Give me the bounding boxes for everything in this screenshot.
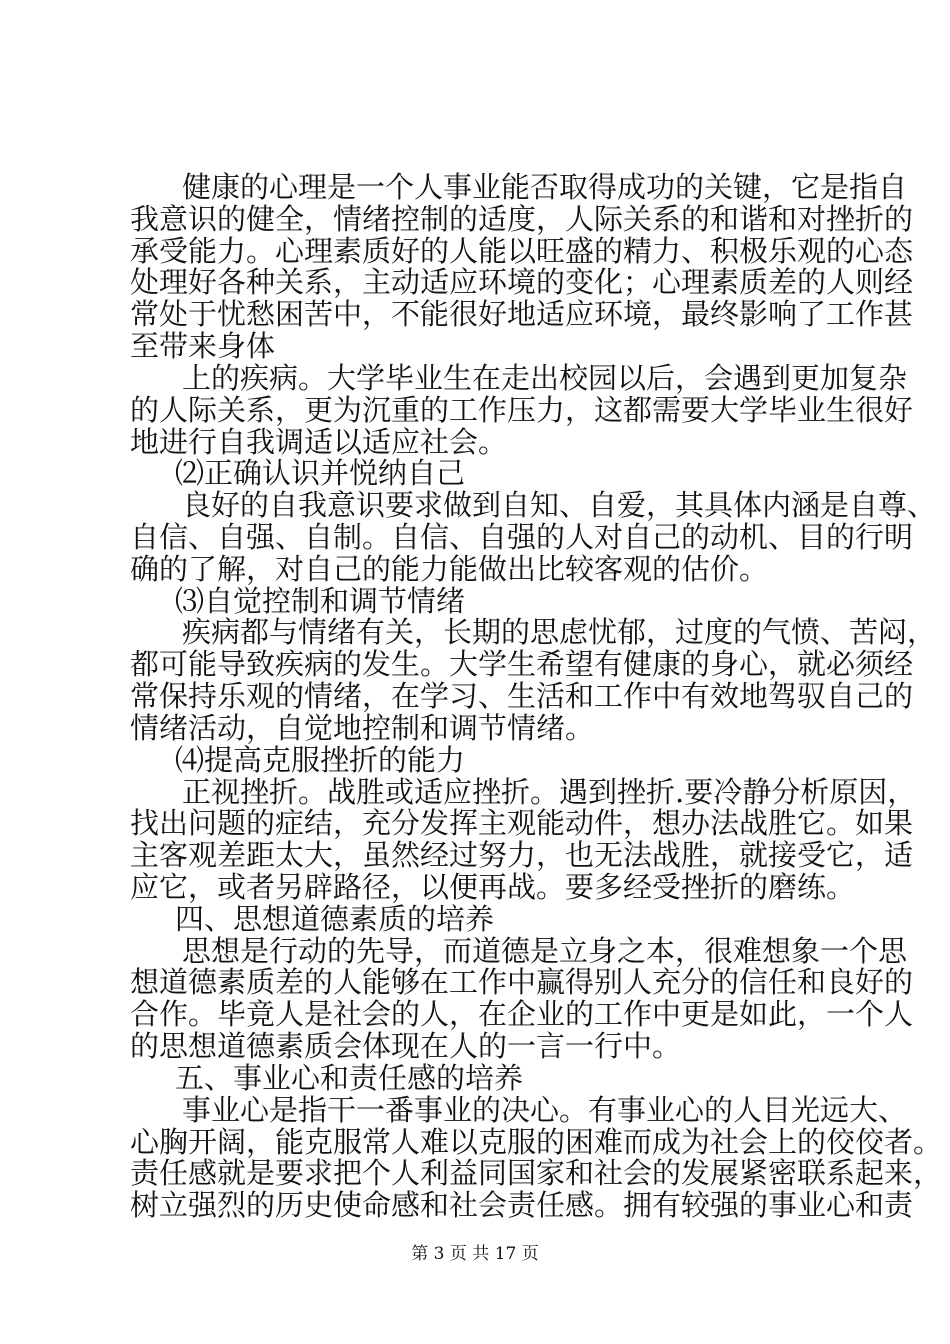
body-line: 情绪活动，自觉地控制和调节情绪。: [130, 710, 595, 745]
body-line: 处理好各种关系，主动适应环境的变化；心理素质差的人则经: [130, 265, 914, 300]
body-line: 常处于忧愁困苦中，不能很好地适应环境，最终影响了工作甚: [130, 297, 914, 332]
body-line: 地进行自我调适以适应社会。: [130, 424, 508, 459]
body-line: 正视挫折。战胜或适应挫折。遇到挫折.要冷静分析原因，: [182, 774, 917, 809]
page-number-footer: 第 3 页 共 17 页: [411, 1244, 539, 1264]
body-line: 事业心是指干一番事业的决心。有事业心的人目光远大、: [182, 1092, 908, 1127]
body-line: 健康的心理是一个人事业能否取得成功的关键，它是指自: [182, 170, 908, 204]
body-line: 应它，或者另辟路径，以便再战。要多经受挫折的磨练。: [130, 870, 856, 904]
body-line: 心胸开阔，能克服常人难以克服的困难而成为社会上的佼佼者。: [130, 1124, 943, 1159]
body-line: 的人际关系，更为沉重的工作压力，这都需要大学毕业生很好: [130, 392, 914, 427]
body-line: 承受能力。心理素质好的人能以旺盛的精力、积极乐观的心态: [130, 233, 914, 268]
body-line: 思想是行动的先导，而道德是立身之本，很难想象一个思: [182, 933, 908, 968]
section-heading: ⑶自觉控制和调节情绪: [175, 583, 466, 618]
body-line: 确的了解，对自己的能力能做出比较客观的估价。: [130, 551, 769, 586]
section-heading: ⑷提高克服挫折的能力: [175, 742, 466, 777]
body-line: 我意识的健全，情绪控制的适度，人际关系的和谐和对挫折的: [130, 201, 914, 236]
body-line: 主客观差距太大，虽然经过努力，也无法战胜，就接受它，适: [130, 838, 914, 873]
body-line: 自信、自强、自制。自信、自强的人对自己的动机、目的行明: [130, 520, 914, 554]
body-line: 常保持乐观的情绪，在学习、生活和工作中有效地驾驭自己的: [130, 679, 914, 714]
body-line: 上的疾病。大学毕业生在走出校园以后，会遇到更加复杂: [182, 360, 908, 395]
body-line: 良好的自我意识要求做到自知、自爱，其具体内涵是自尊、: [182, 488, 937, 523]
body-line: 疾病都与情绪有关，长期的思虑忧郁，过度的气愤、苦闷，: [182, 615, 937, 650]
body-line: 合作。毕竟人是社会的人，在企业的工作中更是如此，一个人: [130, 997, 914, 1032]
body-line: 责任感就是要求把个人利益同国家和社会的发展紧密联系起来，: [130, 1156, 943, 1191]
body-line: 都可能导致疾病的发生。大学生希望有健康的身心，就必须经: [130, 647, 914, 682]
section-heading: 四、思想道德素质的培养: [175, 901, 495, 936]
body-line: 的思想道德素质会体现在人的一言一行中。: [130, 1029, 682, 1064]
section-heading: 五、事业心和责任感的培养: [175, 1060, 524, 1095]
body-line: 想道德素质差的人能够在工作中赢得别人充分的信任和良好的: [130, 965, 914, 1000]
body-line: 至带来身体: [130, 329, 276, 364]
body-line: 找出问题的症结，充分发挥主观能动件，想办法战胜它。如果: [130, 806, 914, 841]
body-line: 树立强烈的历史使命感和社会责任感。拥有较强的事业心和责: [130, 1188, 914, 1223]
section-heading: ⑵正确认识并悦纳自己: [175, 456, 466, 491]
